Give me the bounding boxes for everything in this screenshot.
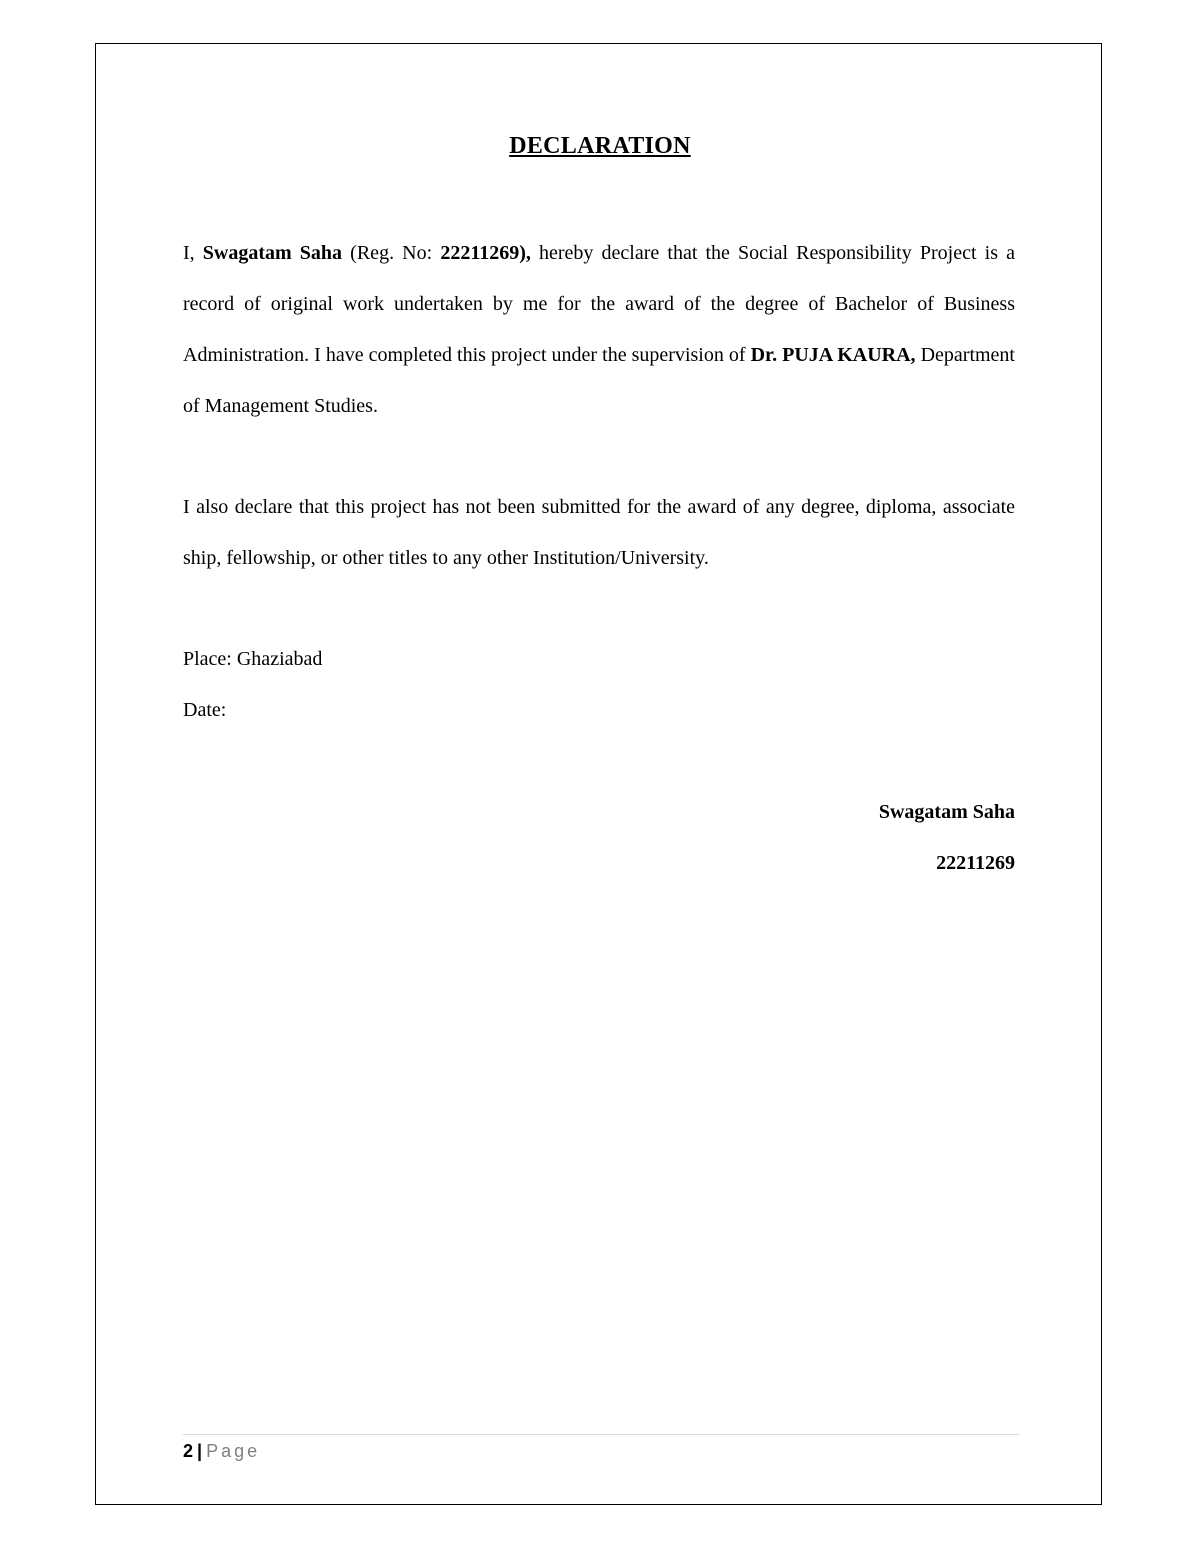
signature-name: Swagatam Saha — [878, 801, 1015, 823]
text-reg-prefix: (Reg. No: — [342, 242, 441, 264]
footer-divider — [183, 1434, 1019, 1435]
text-intro: I, — [183, 242, 203, 264]
page-number: 2 — [183, 1441, 194, 1461]
declaration-paragraph-2: I also declare that this project has not been submitted for the award of any degree, diploma, associate ship, fellowship, or other titles to any other Institution/University. — [183, 496, 1015, 569]
supervisor-name: Dr. PUJA KAURA, — [750, 344, 916, 366]
declaration-paragraph-1 — [183, 228, 1015, 432]
registration-number: 22211269), — [440, 242, 531, 264]
student-name: Swagatam Saha — [202, 242, 343, 264]
page-label: Page — [206, 1441, 261, 1461]
text-body: hereby declare that the Social Responsibility Project is a record of original work undertaken by me for the award of the degree of Bachelor of Business Administration. I have completed this project under the supervision of — [183, 242, 1015, 366]
date-line: Date: — [183, 699, 227, 721]
place-line: Place: Ghaziabad — [183, 648, 323, 670]
signature-reg-number: 22211269 — [936, 852, 1015, 874]
page-footer — [183, 1438, 260, 1464]
declaration-title: DECLARATION — [509, 133, 691, 159]
text-department: Department of Management Studies. — [183, 344, 1015, 417]
footer-separator: | — [197, 1441, 203, 1461]
